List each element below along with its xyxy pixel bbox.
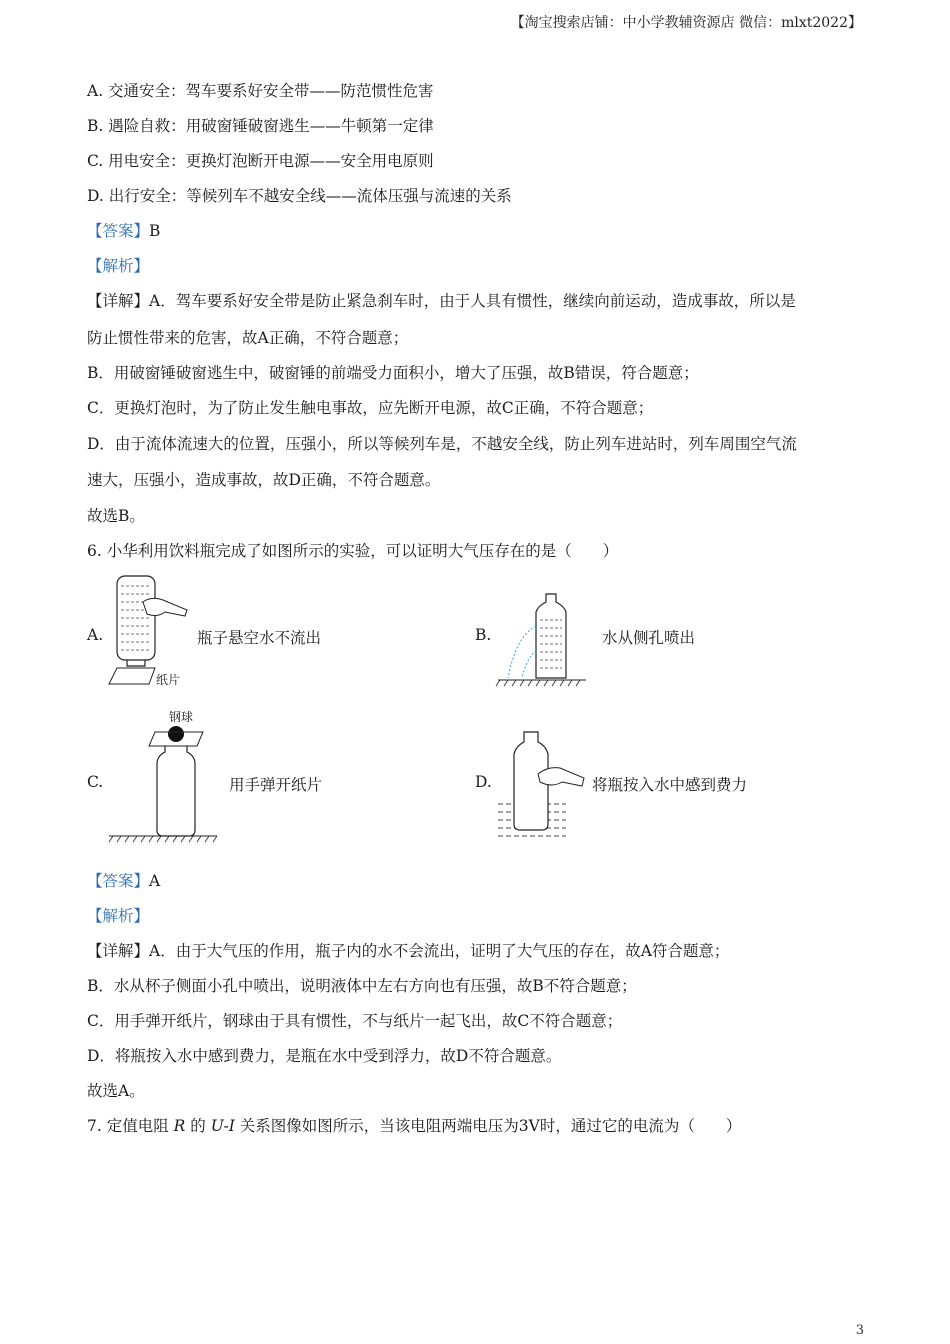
figure-d-caption: 将瓶按入水中感到费力 [592, 776, 748, 794]
q7-stem-suffix: 关系图像如图所示，当该电阻两端电压为3V时，通过它的电流为（ ） [234, 1117, 742, 1135]
q5-analysis-tag: 【解析】 [87, 257, 150, 275]
q5-detail-line: 速大，压强小，造成事故，故D正确，不符合题意。 [87, 471, 441, 489]
detail-text: A．驾车要系好安全带是防止紧急刹车时，由于人具有惯性，继续向前运动，造成事故，所以是 [149, 292, 796, 310]
q6-conclusion: 故选A。 [87, 1082, 145, 1100]
answer-value: B [149, 222, 161, 240]
q6-detail-line [87, 940, 729, 962]
q5-detail-line [87, 290, 796, 312]
q5-option-a: A. 交通安全：驾车要系好安全带——防范惯性危害 [87, 82, 434, 100]
q7-var-ui: U-I [210, 1117, 235, 1135]
q5-detail-line: 防止惯性带来的危害，故A正确，不符合题意； [87, 329, 409, 347]
q5-detail-line: B．用破窗锤破窗逃生中，破窗锤的前端受力面积小，增大了压强，故B错误，符合题意； [87, 364, 699, 382]
q5-option-c: C. 用电安全：更换灯泡断开电源——安全用电原则 [87, 152, 434, 170]
figure-b-caption: 水从侧孔喷出 [602, 629, 696, 647]
q6-detail-line: D．将瓶按入水中感到费力，是瓶在水中受到浮力，故D不符合题意。 [87, 1047, 562, 1065]
q7-stem [87, 1115, 741, 1137]
q5-conclusion: 故选B。 [87, 507, 145, 525]
q6-detail-line: C．用手弹开纸片，钢球由于具有惯性，不与纸片一起飞出，故C不符合题意； [87, 1012, 623, 1030]
figure-b-bottle-illustration [494, 590, 594, 690]
figure-c-label: C. [87, 773, 104, 791]
q7-stem-mid: 的 [185, 1117, 211, 1135]
figure-d-bottle-illustration [494, 728, 590, 840]
q6-stem: 6. 小华利用饮料瓶完成了如图所示的实验，可以证明大气压存在的是（ ） [87, 542, 619, 560]
q6-detail-line: B．水从杯子侧面小孔中喷出，说明液体中左右方向也有压强，故B不符合题意； [87, 977, 637, 995]
answer-tag: 【答案】 [87, 872, 150, 890]
q5-answer [87, 220, 160, 242]
page-number: 3 [855, 1323, 864, 1338]
q5-option-d: D. 出行安全：等候列车不越安全线——流体压强与流速的关系 [87, 187, 512, 205]
q6-analysis-tag: 【解析】 [87, 907, 150, 925]
q7-var-r: R [173, 1117, 186, 1135]
figure-c-bottle-illustration [105, 722, 223, 844]
q5-detail-line: D．由于流体流速大的位置，压强小，所以等候列车是，不越安全线，防止列车进站时，列车周围空气流 [87, 435, 797, 453]
figure-a-label: A. [87, 626, 104, 644]
q7-stem-prefix: 7. 定值电阻 [87, 1117, 174, 1135]
figure-d-label: D. [475, 773, 492, 791]
figure-a-note: 纸片 [156, 673, 181, 687]
figure-a-caption: 瓶子悬空水不流出 [197, 629, 322, 647]
detail-tag: 【详解】 [87, 292, 150, 310]
q6-answer [87, 870, 160, 892]
page-header: 【淘宝搜索店铺：中小学教辅资源店 微信：mlxt2022】 [510, 15, 862, 31]
q5-detail-line: C．更换灯泡时，为了防止发生触电事故，应先断开电源，故C正确，不符合题意； [87, 399, 654, 417]
detail-tag: 【详解】 [87, 942, 150, 960]
figure-b-label: B. [475, 626, 492, 644]
answer-tag: 【答案】 [87, 222, 150, 240]
answer-value: A [149, 872, 161, 890]
detail-text: A．由于大气压的作用，瓶子内的水不会流出，证明了大气压的存在，故A符合题意； [149, 942, 730, 960]
figure-a-bottle-illustration [105, 572, 195, 690]
q5-option-b: B. 遇险自救：用破窗锤破窗逃生——牛顿第一定律 [87, 117, 434, 135]
figure-c-note: 钢球 [169, 710, 194, 724]
figure-c-caption: 用手弹开纸片 [229, 776, 323, 794]
